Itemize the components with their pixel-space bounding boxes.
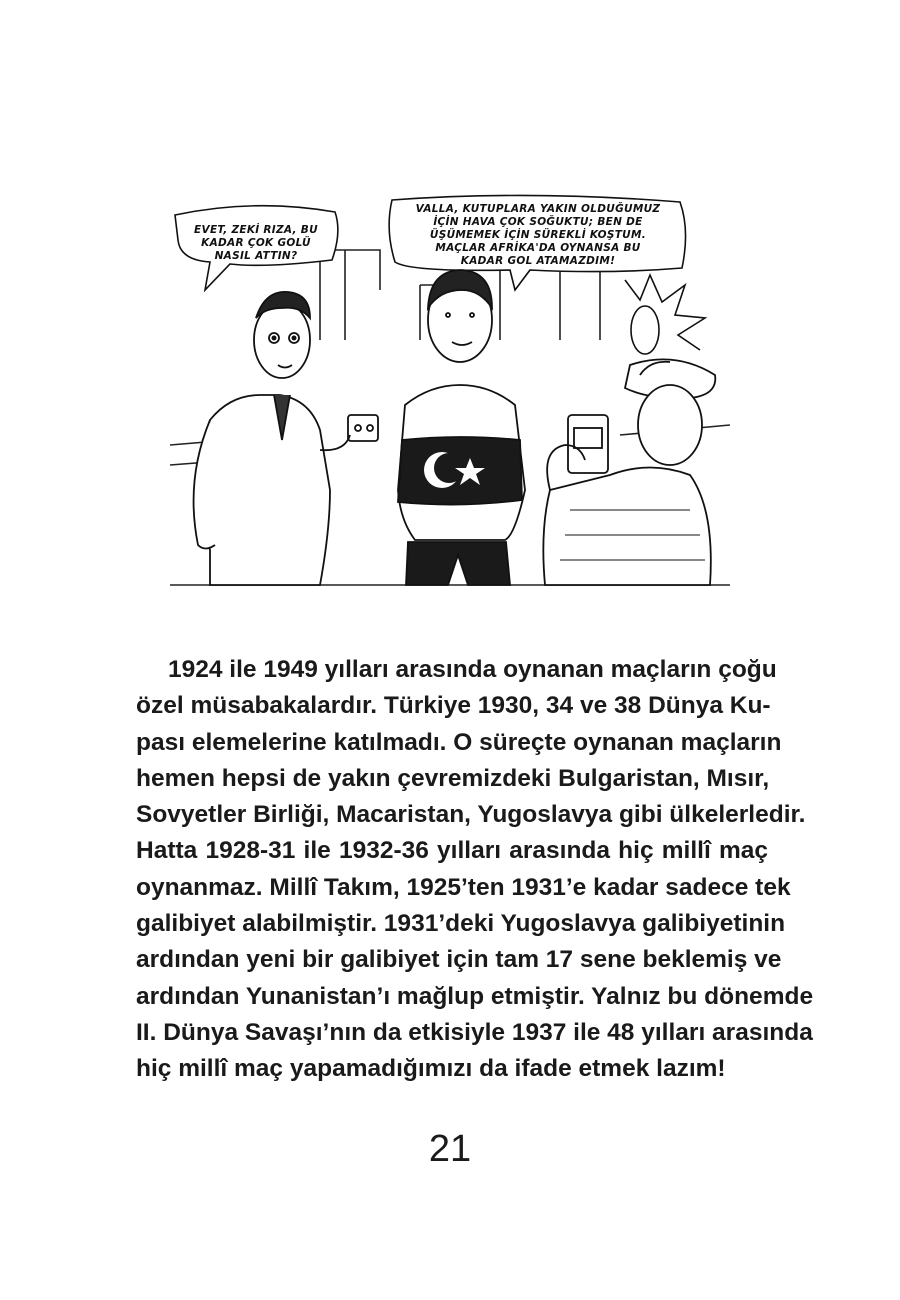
right-speech-bubble — [389, 195, 685, 290]
paragraph-line: II. Dünya Savaşı’nın da etkisiyle 1937 ile 48 yılları arasında — [136, 1018, 813, 1046]
paragraph-line: Sovyetler Birliği, Macaristan, Yugoslavya gibi ülkelerledir. — [136, 801, 806, 829]
page-number: 21 — [428, 1128, 472, 1170]
left-speech-bubble — [175, 206, 338, 290]
bubble-left-line: KADAR ÇOK GOLÜ — [201, 237, 311, 249]
cartoon-illustration — [170, 190, 730, 630]
bubble-right-line: ÜŞÜMEMEK İÇİN SÜREKLİ KOŞTUM. — [429, 229, 647, 241]
paragraph-line: pası elemelerine katılmadı. O süreçte oynanan maçların — [136, 728, 782, 756]
bubble-right-line: KADAR GOL ATAMAZDIM! — [460, 255, 616, 267]
paragraph-line: özel müsabakalardır. Türkiye 1930, 34 ve 38 Dünya Ku- — [136, 692, 771, 720]
paragraph-line: hemen hepsi de yakın çevremizdeki Bulgaristan, Mısır, — [136, 764, 770, 792]
reporter-figure — [194, 292, 378, 585]
footballer-figure — [398, 270, 525, 585]
paragraph-line: ardından Yunanistan’ı mağlup etmiştir. Yalnız bu dönemde — [136, 982, 814, 1010]
bubble-right-line: MAÇLAR AFRİKA'DA OYNANSA BU — [435, 242, 641, 254]
paragraph-line: ardından yeni bir galibiyet için tam 17 sene beklemiş ve — [136, 946, 782, 974]
bubble-left-line: NASIL ATTIN? — [214, 250, 298, 262]
paragraph-line: Hatta 1928-31 ile 1932-36 yılları arasında hiç millî maç — [136, 837, 768, 865]
paragraph-line: hiç millî maç yapamadığımızı da ifade etmek lazım! — [136, 1055, 726, 1083]
paragraph-line: oynanmaz. Millî Takım, 1925’ten 1931’e kadar sadece tek — [136, 873, 791, 901]
bubble-left-line: EVET, ZEKİ RIZA, BU — [194, 224, 318, 236]
bubble-right-line: İÇİN HAVA ÇOK SOĞUKTU; BEN DE — [433, 216, 643, 228]
flash-burst — [625, 275, 705, 354]
paragraph-line: galibiyet alabilmiştir. 1931’deki Yugoslavya galibiyetinin — [136, 910, 786, 938]
body-paragraph — [136, 652, 814, 1088]
bubble-right-line: VALLA, KUTUPLARA YAKIN OLDUĞUMUZ — [415, 203, 661, 215]
photographer-figure — [543, 359, 715, 585]
paragraph-line: 1924 ile 1949 yılları arasında oynanan maçların çoğu — [168, 656, 777, 683]
